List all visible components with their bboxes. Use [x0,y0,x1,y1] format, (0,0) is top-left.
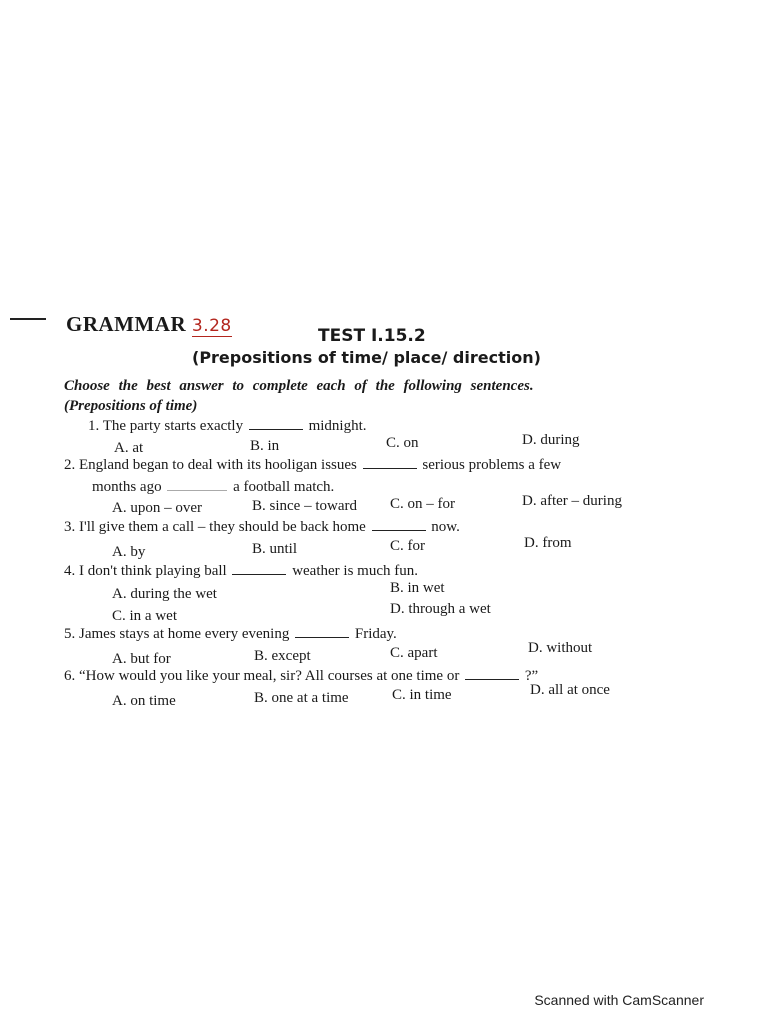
question-1: 1. The party starts exactly midnight. [88,418,367,434]
answer-blank [465,669,519,680]
answer-blank [249,419,303,430]
option-4a: A. during the wet [112,586,217,602]
option-3c: C. for [390,538,425,554]
option-2a: A. upon – over [112,500,202,516]
option-4d: D. through a wet [390,601,491,617]
subject-heading [66,312,232,337]
option-1b: B. in [250,438,280,454]
test-subtitle: (Prepositions of time/ place/ direction) [192,348,541,367]
option-6d: D. all at once [530,682,610,698]
option-1c: C. on [386,435,419,451]
option-3b: B. until [252,541,298,557]
question-6: 6. “How would you like your meal, sir? All courses at one time or ?” [64,668,539,684]
answer-blank [167,480,227,491]
option-1d: D. during [522,432,580,448]
question-2-line-2: months ago a football match. [92,479,335,495]
scanner-watermark: Scanned with CamScanner [534,992,704,1008]
option-2d: D. after – during [522,493,622,509]
subject-number: 3.28 [191,316,232,336]
subject-label: GRAMMAR [66,312,187,336]
answer-blank [372,520,426,531]
test-title: TEST I.15.2 [318,326,426,346]
option-2b: B. since – toward [252,498,357,514]
question-4: 4. I don't think playing ball weather is much fun. [64,563,418,579]
option-6b: B. one at a time [254,690,349,706]
option-5d: D. without [528,640,593,656]
option-5a: A. but for [112,651,171,667]
option-4b: B. in wet [390,580,445,596]
question-3: 3. I'll give them a call – they should be back home now. [64,519,460,535]
question-5: 5. James stays at home every evening Friday. [64,626,397,642]
option-1a: A. at [114,440,144,456]
option-6c: C. in time [392,687,452,703]
section-label: (Prepositions of time) [64,398,198,414]
question-2: 2. England began to deal with its hooligan issues serious problems a few [64,457,562,473]
option-6a: A. on time [112,693,176,709]
answer-blank [232,564,286,575]
option-3a: A. by [112,544,146,560]
instructions: Choose the best answer to complete each of the following sentences. [64,378,534,394]
answer-blank [363,458,417,469]
option-3d: D. from [524,535,572,551]
option-2c: C. on – for [390,496,455,512]
option-4c: C. in a wet [112,608,177,624]
answer-blank [295,627,349,638]
option-5c: C. apart [390,645,438,661]
option-5b: B. except [254,648,311,664]
margin-dash [10,318,46,320]
